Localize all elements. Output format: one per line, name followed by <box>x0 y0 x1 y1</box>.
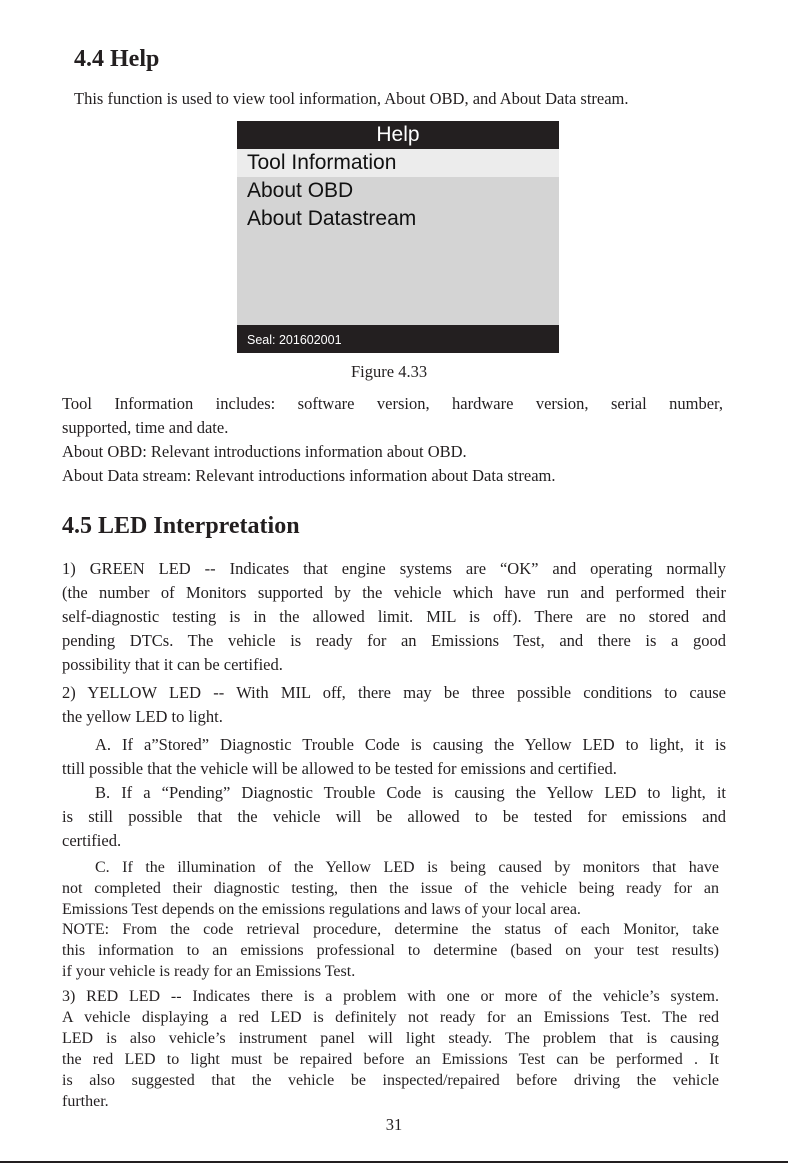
green-led-line: 1) GREEN LED -- Indicates that engine systems are “OK” and operating normally <box>62 559 726 578</box>
menu-item-about-datastream[interactable] <box>237 205 559 233</box>
page-number: 31 <box>385 1115 403 1134</box>
red-led-line: LED is also vehicle’s instrument panel will light steady. The problem that is causing <box>62 1030 719 1047</box>
green-led-line: self-diagnostic testing is in the allowed limit. MIL is off). There are no stored and <box>62 607 726 626</box>
help-intro: This function is used to view tool information, About OBD, and About Data stream. <box>74 89 629 108</box>
yellow-c-line: Emissions Test depends on the emissions regulations and laws of your local area. <box>62 901 581 918</box>
green-led-line: (the number of Monitors supported by the vehicle which have run and performed their <box>62 583 726 602</box>
red-led-line: the red LED to light must be repaired before an Emissions Test can be performed . It <box>62 1051 719 1068</box>
tool-info-line-1: Tool Information includes: software version, hardware version, serial number, <box>62 394 723 413</box>
about-obd-desc: About OBD: Relevant introductions information about OBD. <box>62 442 467 461</box>
menu-item-tool-information[interactable] <box>237 149 559 177</box>
figure-caption: Figure 4.33 <box>351 362 428 381</box>
yellow-a-line: A. If a”Stored” Diagnostic Trouble Code is causing the Yellow LED to light, it is <box>95 735 726 754</box>
tool-info-line-2: supported, time and date. <box>62 418 229 437</box>
note-line: this information to an emissions professional to determine (based on your test results) <box>62 942 719 959</box>
menu-item-label: Tool Information <box>247 151 397 174</box>
yellow-a-line: ttill possible that the vehicle will be allowed to be tested for emissions and certified. <box>62 759 617 778</box>
yellow-b-line: certified. <box>62 831 122 850</box>
yellow-led-line: 2) YELLOW LED -- With MIL off, there may be three possible conditions to cause <box>62 683 726 702</box>
help-screen <box>237 121 559 353</box>
note-line: NOTE: From the code retrieval procedure, determine the status of each Monitor, take <box>62 921 719 938</box>
red-led-line: A vehicle displaying a red LED is definitely not ready for an Emissions Test. The red <box>62 1009 719 1026</box>
note-line: if your vehicle is ready for an Emissions Test. <box>62 963 356 980</box>
yellow-c-line: C. If the illumination of the Yellow LED is being caused by monitors that have <box>95 859 719 876</box>
yellow-c-line: not completed their diagnostic testing, then the issue of the vehicle being ready for an <box>62 880 719 897</box>
green-led-line: pending DTCs. The vehicle is ready for an Emissions Test, and there is a good <box>62 631 726 650</box>
yellow-b-line: B. If a “Pending” Diagnostic Trouble Code is causing the Yellow LED to light, it <box>95 783 726 802</box>
green-led-line: possibility that it can be certified. <box>62 655 283 674</box>
yellow-b-line: is still possible that the vehicle will be allowed to be tested for emissions and <box>62 807 726 826</box>
seal-label: Seal: 201602001 <box>247 333 342 347</box>
about-datastream-desc: About Data stream: Relevant introductions information about Data stream. <box>62 466 556 485</box>
bottom-rule <box>0 1161 788 1163</box>
menu-item-about-obd[interactable] <box>237 177 559 205</box>
section-heading-help: 4.4 Help <box>74 46 160 72</box>
yellow-led-line: the yellow LED to light. <box>62 707 223 726</box>
menu-item-label: About OBD <box>247 179 354 202</box>
section-heading-led: 4.5 LED Interpretation <box>62 513 300 539</box>
red-led-line: is also suggested that the vehicle be inspected/repaired before driving the vehicle <box>62 1072 719 1089</box>
screen-footer <box>237 325 559 353</box>
red-led-line: 3) RED LED -- Indicates there is a problem with one or more of the vehicle’s system. <box>62 988 719 1005</box>
red-led-line: further. <box>62 1093 109 1110</box>
menu-item-label: About Datastream <box>247 207 417 230</box>
screen-title: Help <box>237 121 559 149</box>
